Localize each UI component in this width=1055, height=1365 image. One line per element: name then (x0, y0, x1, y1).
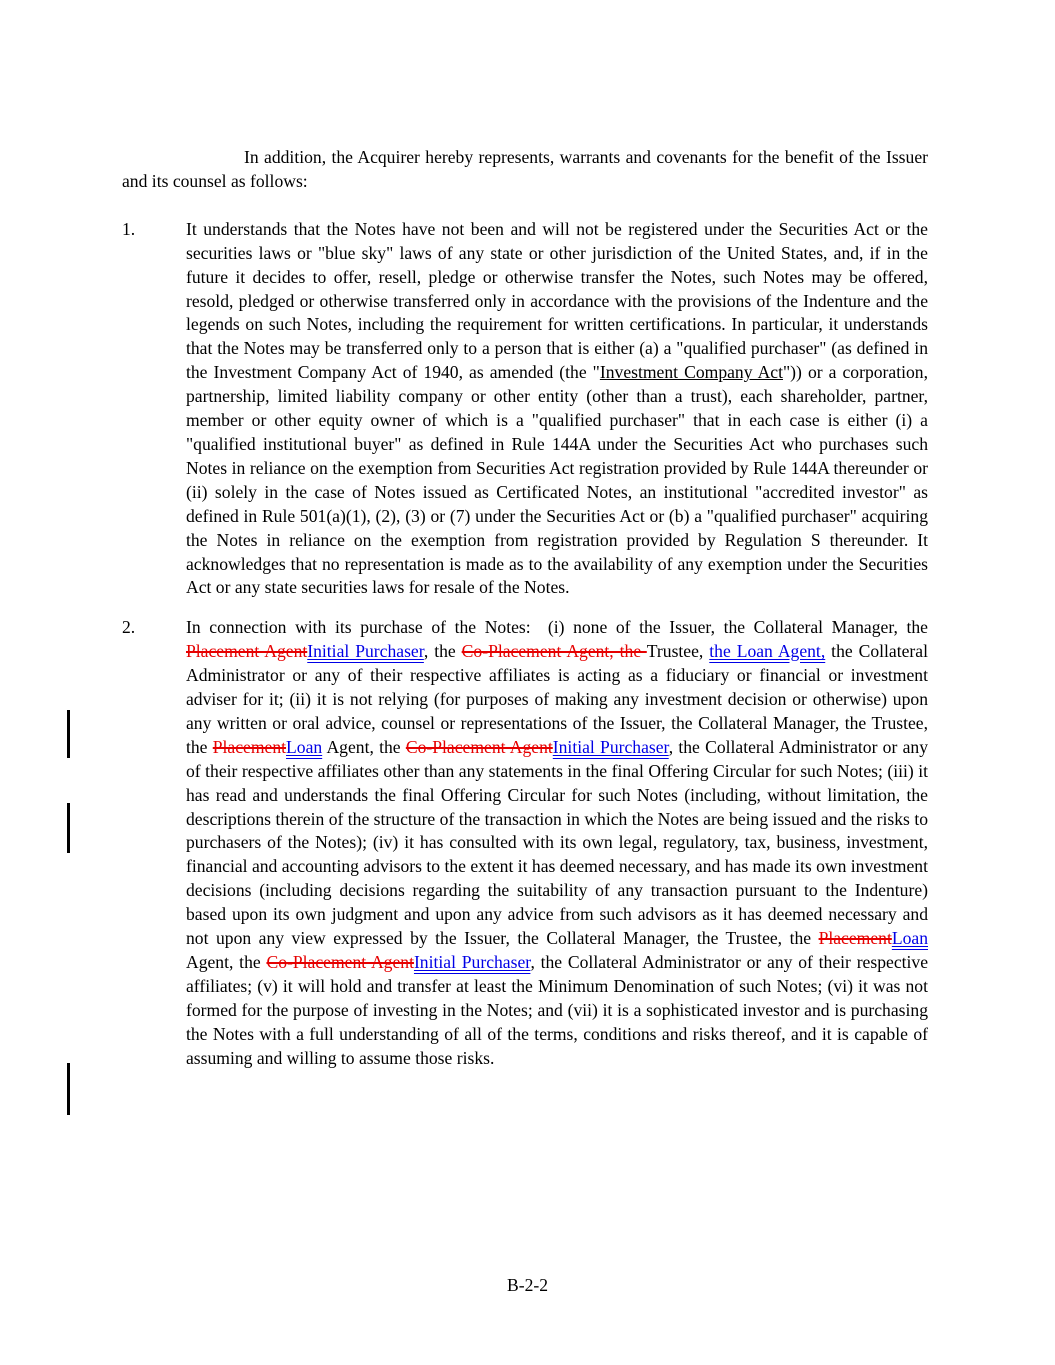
list-item-1 (122, 218, 928, 601)
body-text: In connection with its purchase of the Notes: (i) none of the Issuer, the Collateral Manager, the (186, 617, 928, 638)
body-text: , the (423, 641, 462, 662)
defined-term: Investment Company Act (599, 362, 783, 383)
body-text: In addition, the Acquirer hereby represents, warrants and covenants for the benefit of the Issuer and its counsel as follows: (122, 147, 928, 191)
deleted-text: Placement (818, 928, 892, 949)
inserted-text: the Loan Agent, (709, 641, 826, 662)
list-number-1: 1. (122, 218, 136, 239)
page-footer: B-2-2 (506, 1275, 549, 1295)
inserted-text: Loan (891, 928, 928, 949)
intro-paragraph (122, 146, 928, 194)
inserted-text: Loan (286, 736, 323, 757)
inserted-text: Initial Purchaser (307, 641, 424, 662)
body-text: Agent, the (322, 736, 406, 757)
revision-change-bar (67, 803, 70, 853)
body-text: Agent, the (186, 952, 267, 972)
revision-change-bar (67, 1063, 70, 1115)
body-text: Trustee, (646, 641, 710, 662)
revision-change-bar (67, 710, 70, 758)
body-text: , the Collateral Administrator or any of their respective affiliates; (v) it will hold and transfer at least the Minimum Denomination of such Notes; (vi) it was not formed for the purpose of investing in the Notes; and (vii) it is a sophisticated investor and is purchasing the Notes with a full understanding of all of the terms, conditions and risks thereof, and it is capable of assuming and willing to assume those risks. (186, 952, 929, 1068)
deleted-text: Co-Placement Agent, the (461, 641, 647, 662)
list-item-2 (122, 616, 928, 1070)
inserted-text: Initial Purchaser (552, 736, 669, 757)
inserted-text: Initial Purchaser (413, 952, 531, 972)
deleted-text: Placement (212, 736, 287, 757)
body-text: It understands that the Notes have not been and will not be registered under the Securities Act or the securities laws or "blue sky" laws of any state or other jurisdiction of the United States, and, if in the future it decides to offer, resell, pledge or otherwise transfer the Notes, such Notes may be offered, resold, pledged or otherwise transferred only in accordance with the provisions of the Indenture and the legends on such Notes, including the requirement for written certifications. In particular, it understands that the Notes may be transferred only to a person that is either (a) a "qualified purchaser" (as defined in the Investment Company Act of 1940, as amended (the " (186, 218, 928, 383)
body-text: , the Collateral Administrator or any of their respective affiliates other than any statements in the final Offering Circular for such Notes; (iii) it has read and understands the final Offering Circular for such Notes (including, without limitation, the descriptions therein of the structure of the transaction in which the Notes are being issued and the risks to purchasers of the Notes); (iv) it has consulted with its own legal, regulatory, tax, business, investment, financial and accounting advisors to the extent it has deemed necessary, and has made its own investment decisions (including decisions regarding the suitability of any transaction pursuant to the Indenture) based upon its own judgment and upon any advice from such advisors as it has deemed necessary and not upon any view expressed by the Issuer, the Collateral Manager, the Trustee, the (186, 736, 928, 949)
list-item-1-text (186, 218, 928, 601)
list-number-2: 2. (122, 617, 136, 638)
deleted-text: Placement Agent (186, 641, 308, 662)
deleted-text: Co-Placement Agent (266, 952, 414, 972)
document-body (122, 146, 928, 1071)
body-text: ")) or a corporation, partnership, limited liability company or other entity (other than a trust), each shareholder, partner, member or other equity owner of which is a "qualified purchaser" that in each case is either (i) a "qualified institutional buyer" as defined in Rule 144A under the Securities Act who purchases such Notes in reliance on the exemption from Securities Act registration provided by Rule 144A thereunder or (ii) solely in the case of Notes issued as Certificated Notes, an institutional "accredited investor" as defined in Rule 501(a)(1), (2), (3) or (7) under the Securities Act or (b) a "qualified purchaser" acquiring the Notes in reliance on the exemption from registration provided by Regulation S thereunder. It acknowledges that no representation is made as to the availability of any exemption under the Securities Act or any state securities laws for resale of the Notes. (186, 362, 928, 598)
list-item-2-text (186, 616, 928, 1070)
deleted-text: Co-Placement Agent (405, 736, 553, 757)
body-text: the Collateral Administrator or any of their respective affiliates is acting as a fiduciary or financial or investment adviser for it; (ii) it is not relying (for purposes of making any investment decision or otherwise) upon any written or oral advice, counsel or representations of the Issuer, the Collateral Manager, the Trustee, the (186, 641, 928, 757)
